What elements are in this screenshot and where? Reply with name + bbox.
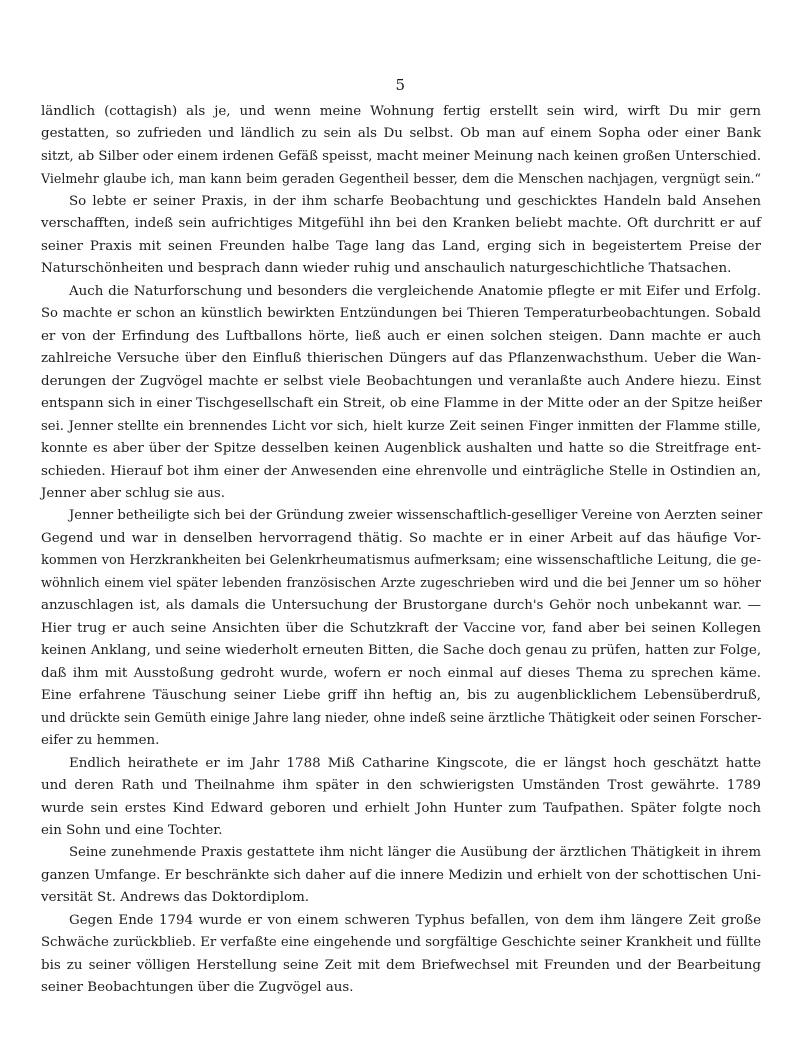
text-line: Gegend und war in denselben hervorragend thätig. So machte er in einer Arbeit auf das häufige Vor- <box>41 530 761 546</box>
text-line: Schwäche zurückblieb. Er verfaßte eine eingehende und sorgfältige Geschichte seiner Krankheit und füllte <box>41 935 761 951</box>
text-line: zahlreiche Versuche über den Einfluß thierischen Düngers auf das Pflanzenwachsthum. Ueber die Wan- <box>41 351 761 367</box>
text-line: schieden. Hierauf bot ihm einer der Anwesenden eine ehrenvolle und einträgliche Stelle in Ostindien an, <box>41 463 761 479</box>
text-line: anzuschlagen ist, als damals die Untersuchung der Brustorgane durch's Gehör noch unbekannt war. — <box>41 598 761 614</box>
text-line: Vielmehr glaube ich, man kann beim geraden Gegentheil besser, dem die Menschen nachjagen, vergnügt sein.“ <box>41 171 761 187</box>
text-line: Gegen Ende 1794 wurde er von einem schweren Typhus befallen, von dem ihm längere Zeit große <box>69 912 761 928</box>
text-line: So machte er schon an künstlich bewirkten Entzündungen bei Thieren Temperaturbeobachtungen. Sobald <box>41 306 761 322</box>
text-line: derungen der Zugvögel machte er selbst viele Beobachtungen und veranlaßte auch Andere hiezu. Einst <box>41 373 761 389</box>
text-line: Hier trug er auch seine Ansichten über die Schutzkraft der Vaccine vor, fand aber bei seinen Kollegen <box>41 620 761 636</box>
text-line: und deren Rath und Theilnahme ihm später in den schwierigsten Umständen Trost gewährte. 1789 <box>41 778 761 794</box>
text-line: seiner Beobachtungen über die Zugvögel aus. <box>41 980 354 996</box>
text-line: kommen von Herzkrankheiten bei Gelenkrheumatismus aufmerksam; eine wissenschaftliche Leitung, die ge- <box>41 553 761 569</box>
text-line: ganzen Umfange. Er beschränkte sich daher auf die innere Medizin und erhielt von der schottischen Uni- <box>41 867 761 883</box>
text-line: verschafften, indeß sein aufrichtiges Mitgefühl ihn bei den Kranken beliebt machte. Oft durchritt er auf <box>41 216 761 232</box>
text-line: wöhnlich einem viel später lebenden französischen Arzte zugeschrieben wird und die bei Jenner um so höher <box>41 575 761 591</box>
page-number: 5 <box>395 76 406 94</box>
text-line: seiner Praxis mit seinen Freunden halbe Tage lang das Land, erging sich in begeistertem Preise der <box>41 238 761 254</box>
text-line: Endlich heirathete er im Jahr 1788 Miß Catharine Kingscote, die er längst hoch geschätzt hatte <box>69 755 761 771</box>
text-line: bis zu seiner völligen Herstellung seine Zeit mit dem Briefwechsel mit Freunden und der Bearbeitung <box>41 957 761 973</box>
text-line: Seine zunehmende Praxis gestattete ihm nicht länger die Ausübung der ärztlichen Thätigkeit in ihrem <box>69 845 761 861</box>
text-line: und drückte sein Gemüth einige Jahre lang nieder, ohne indeß seine ärztliche Thätigkeit oder seinen Forscher- <box>41 710 762 726</box>
text-line: gestatten, so zufrieden und ländlich zu sein als Du selbst. Ob man auf einem Sopha oder einer Bank <box>41 126 761 142</box>
text-line: Naturschönheiten und besprach dann wieder ruhig und anschaulich naturgeschichtliche Thatsachen. <box>41 261 732 277</box>
text-line: er von der Erfindung des Luftballons hörte, ließ auch er einen solchen steigen. Dann machte er auch <box>41 328 761 344</box>
body-text <box>41 101 761 1000</box>
text-line: ländlich (cottagish) als je, und wenn meine Wohnung fertig erstellt sein wird, wirft Du mir gern <box>41 104 761 119</box>
text-line: sitzt, ab Silber oder einem irdenen Gefäß speisst, macht meiner Meinung nach keinen großen Unterschied. <box>41 148 762 164</box>
text-line: So lebte er seiner Praxis, in der ihm scharfe Beobachtung und geschicktes Handeln bald Ansehen <box>69 193 761 209</box>
text-line: wurde sein erstes Kind Edward geboren und erhielt John Hunter zum Taufpathen. Später folgte noch <box>41 800 761 816</box>
text-line: Auch die Naturforschung und besonders die vergleichende Anatomie pflegte er mit Eifer und Erfolg. <box>69 283 761 299</box>
text-line: versität St. Andrews das Doktordiplom. <box>41 890 310 906</box>
text-line: eifer zu hemmen. <box>41 733 160 749</box>
text-line: ein Sohn und eine Tochter. <box>41 823 223 838</box>
text-line: sei. Jenner stellte ein brennendes Licht vor sich, hielt kurze Zeit seinen Finger inmitten der Flamme stille, <box>41 418 761 434</box>
text-line: daß ihm mit Ausstoßung gedroht wurde, wofern er noch einmal auf dieses Thema zu sprechen käme. <box>41 665 761 681</box>
text-line: Jenner aber schlug sie aus. <box>41 485 226 501</box>
text-line: Eine erfahrene Täuschung seiner Liebe griff ihn heftig an, bis zu augenblicklichem Lebensüberdruß, <box>41 688 761 704</box>
text-line: keinen Anklang, und seine wiederholt erneuten Bitten, die Sache doch genau zu prüfen, hatten zur Folge, <box>41 643 762 659</box>
text-line: entspann sich in einer Tischgesellschaft ein Streit, ob eine Flamme in der Mitte oder an der Spitze heißer <box>41 396 763 412</box>
text-line: konnte es aber über der Spitze desselben keinen Augenblick aushalten und hatte so die Streitfrage ent- <box>41 441 761 457</box>
text-line: Jenner betheiligte sich bei der Gründung zweier wissenschaftlich-geselliger Vereine von Aerzten seiner <box>69 508 763 524</box>
